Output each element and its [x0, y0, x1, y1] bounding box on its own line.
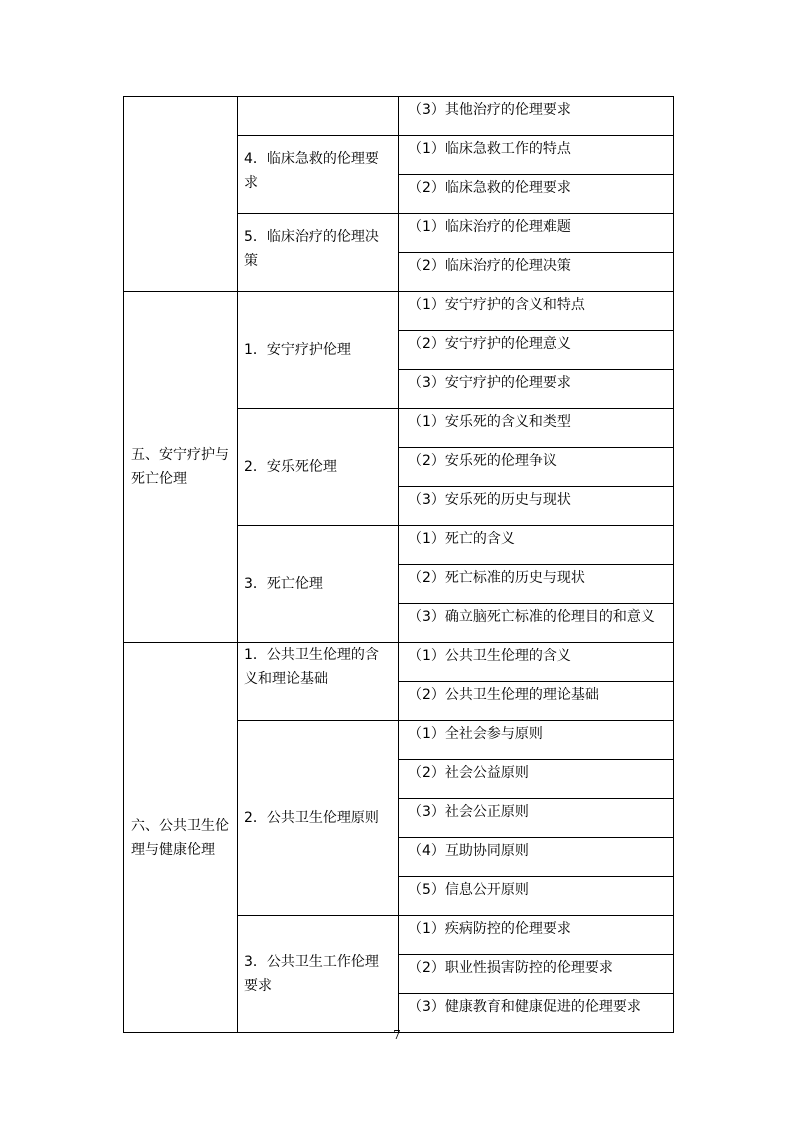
point-item: （2）安乐死的伦理争议	[399, 448, 674, 487]
point-item: （3）确立脑死亡标准的伦理目的和意义	[399, 604, 674, 643]
point-item: （1）死亡的含义	[399, 526, 674, 565]
section-title: 五、安宁疗护与死亡伦理	[124, 292, 238, 643]
table-row	[124, 292, 674, 331]
point-item: （2）安宁疗护的伦理意义	[399, 331, 674, 370]
point-item: （3）安宁疗护的伦理要求	[399, 370, 674, 409]
topic-title: 4．临床急救的伦理要求	[238, 136, 399, 214]
point-item: （1）疾病防控的伦理要求	[399, 916, 674, 955]
point-item: （2）死亡标准的历史与现状	[399, 565, 674, 604]
point-item: （1）全社会参与原则	[399, 721, 674, 760]
topic-title: 5．临床治疗的伦理决策	[238, 214, 399, 292]
section-title: 六、公共卫生伦理与健康伦理	[124, 643, 238, 1033]
point-item: （5）信息公开原则	[399, 877, 674, 916]
point-item: （2）临床急救的伦理要求	[399, 175, 674, 214]
point-item: （3）健康教育和健康促进的伦理要求	[399, 994, 674, 1033]
point-item: （1）临床急救工作的特点	[399, 136, 674, 175]
topic-title: 3．公共卫生工作伦理要求	[238, 916, 399, 1033]
syllabus-table	[123, 96, 674, 1033]
point-item: （4）互助协同原则	[399, 838, 674, 877]
topic-title: 2．安乐死伦理	[238, 409, 399, 526]
point-item: （2）临床治疗的伦理决策	[399, 253, 674, 292]
point-item: （2）职业性损害防控的伦理要求	[399, 955, 674, 994]
point-item: （3）社会公正原则	[399, 799, 674, 838]
section-title	[124, 97, 238, 292]
point-item: （1）公共卫生伦理的含义	[399, 643, 674, 682]
point-item: （3）安乐死的历史与现状	[399, 487, 674, 526]
topic-title: 1．公共卫生伦理的含义和理论基础	[238, 643, 399, 721]
point-item: （2）公共卫生伦理的理论基础	[399, 682, 674, 721]
point-item: （1）安乐死的含义和类型	[399, 409, 674, 448]
point-item: （3）其他治疗的伦理要求	[399, 97, 674, 136]
topic-title: 1．安宁疗护伦理	[238, 292, 399, 409]
topic-title	[238, 97, 399, 136]
page-number: 7	[393, 1028, 401, 1042]
point-item: （2）社会公益原则	[399, 760, 674, 799]
table-row	[124, 643, 674, 682]
point-item: （1）临床治疗的伦理难题	[399, 214, 674, 253]
topic-title: 3．死亡伦理	[238, 526, 399, 643]
point-item: （1）安宁疗护的含义和特点	[399, 292, 674, 331]
table-row	[124, 97, 674, 136]
topic-title: 2．公共卫生伦理原则	[238, 721, 399, 916]
